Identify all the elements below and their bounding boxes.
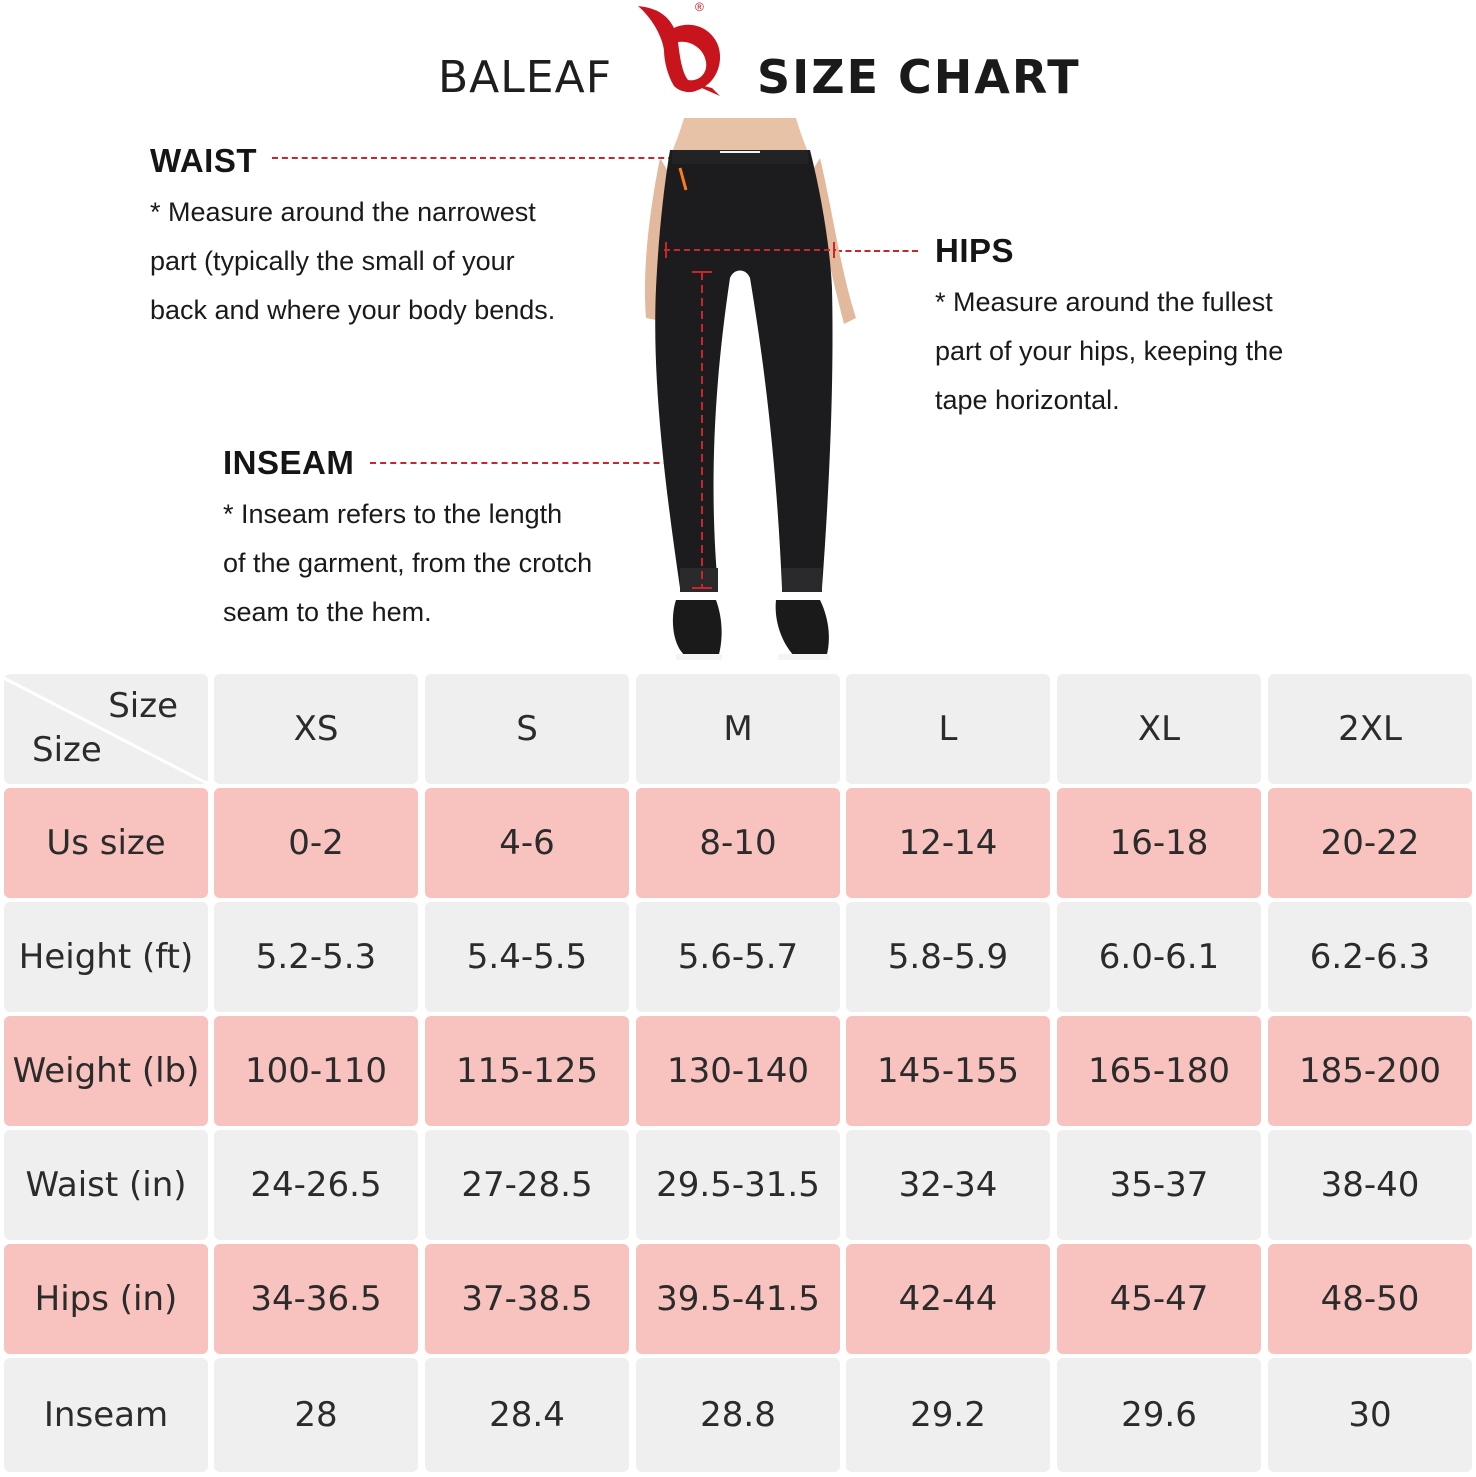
- model-pants-illustration: [600, 118, 880, 668]
- hips-desc-line: tape horizontal.: [935, 385, 1120, 415]
- baleaf-leaf-logo-icon: [628, 2, 728, 98]
- table-cell: 100-110: [214, 1016, 418, 1126]
- table-cell: 8-10: [636, 788, 840, 898]
- inseam-desc-line: * Inseam refers to the length: [223, 499, 563, 529]
- table-cell: 48-50: [1268, 1244, 1472, 1354]
- table-cell: 39.5-41.5: [636, 1244, 840, 1354]
- table-corner-cell: [4, 674, 208, 784]
- table-cell: 130-140: [636, 1016, 840, 1126]
- column-header-xs: XS: [214, 674, 418, 784]
- column-header-s: S: [425, 674, 629, 784]
- table-cell: 45-47: [1057, 1244, 1261, 1354]
- waist-desc-line: part (typically the small of your: [150, 246, 515, 276]
- table-cell: 28: [214, 1358, 418, 1472]
- hips-desc-line: part of your hips, keeping the: [935, 336, 1284, 366]
- table-cell: 38-40: [1268, 1130, 1472, 1240]
- waist-description: [150, 188, 555, 335]
- table-cell: 27-28.5: [425, 1130, 629, 1240]
- chart-title: SIZE CHART: [757, 50, 1081, 104]
- table-cell: 5.4-5.5: [425, 902, 629, 1012]
- registered-mark: ®: [695, 0, 704, 14]
- table-cell: 28.8: [636, 1358, 840, 1472]
- hips-description: [935, 278, 1283, 425]
- table-cell: 115-125: [425, 1016, 629, 1126]
- column-header-xl: XL: [1057, 674, 1261, 784]
- column-header-2xl: 2XL: [1268, 674, 1472, 784]
- inseam-description: [223, 490, 592, 637]
- row-label: Us size: [4, 788, 208, 898]
- inseam-desc-line: of the garment, from the crotch: [223, 548, 593, 578]
- table-cell: 29.6: [1057, 1358, 1261, 1472]
- table-cell: 32-34: [846, 1130, 1050, 1240]
- table-cell: 6.0-6.1: [1057, 902, 1261, 1012]
- table-cell: 185-200: [1268, 1016, 1472, 1126]
- row-label: Hips (in): [4, 1244, 208, 1354]
- table-cell: 35-37: [1057, 1130, 1261, 1240]
- table-cell: 12-14: [846, 788, 1050, 898]
- table-cell: 5.8-5.9: [846, 902, 1050, 1012]
- waist-label: WAIST: [150, 142, 257, 179]
- inseam-label: INSEAM: [223, 444, 355, 481]
- table-cell: 16-18: [1057, 788, 1261, 898]
- table-cell: 4-6: [425, 788, 629, 898]
- corner-label-bottom: Size: [32, 730, 102, 770]
- table-cell: 0-2: [214, 788, 418, 898]
- table-cell: 165-180: [1057, 1016, 1261, 1126]
- row-label: Weight (lb): [4, 1016, 208, 1126]
- hips-desc-line: * Measure around the fullest: [935, 287, 1273, 317]
- corner-label-top: Size: [108, 686, 178, 726]
- row-label: Waist (in): [4, 1130, 208, 1240]
- row-label: Inseam: [4, 1358, 208, 1472]
- table-cell: 5.2-5.3: [214, 902, 418, 1012]
- table-cell: 29.5-31.5: [636, 1130, 840, 1240]
- table-cell: 34-36.5: [214, 1244, 418, 1354]
- header: [0, 0, 1476, 118]
- table-cell: 29.2: [846, 1358, 1050, 1472]
- waist-desc-line: * Measure around the narrowest: [150, 197, 536, 227]
- size-table: [0, 674, 1476, 1474]
- hips-label: HIPS: [935, 232, 1015, 269]
- table-cell: 42-44: [846, 1244, 1050, 1354]
- table-cell: 145-155: [846, 1016, 1050, 1126]
- table-cell: 6.2-6.3: [1268, 902, 1472, 1012]
- table-cell: 37-38.5: [425, 1244, 629, 1354]
- column-header-l: L: [846, 674, 1050, 784]
- waist-desc-line: back and where your body bends.: [150, 295, 556, 325]
- table-cell: 5.6-5.7: [636, 902, 840, 1012]
- column-header-m: M: [636, 674, 840, 784]
- table-cell: 20-22: [1268, 788, 1472, 898]
- table-cell: 30: [1268, 1358, 1472, 1472]
- table-cell: 28.4: [425, 1358, 629, 1472]
- table-cell: 24-26.5: [214, 1130, 418, 1240]
- brand-name: BALEAF: [438, 52, 613, 103]
- row-label: Height (ft): [4, 902, 208, 1012]
- inseam-desc-line: seam to the hem.: [223, 597, 432, 627]
